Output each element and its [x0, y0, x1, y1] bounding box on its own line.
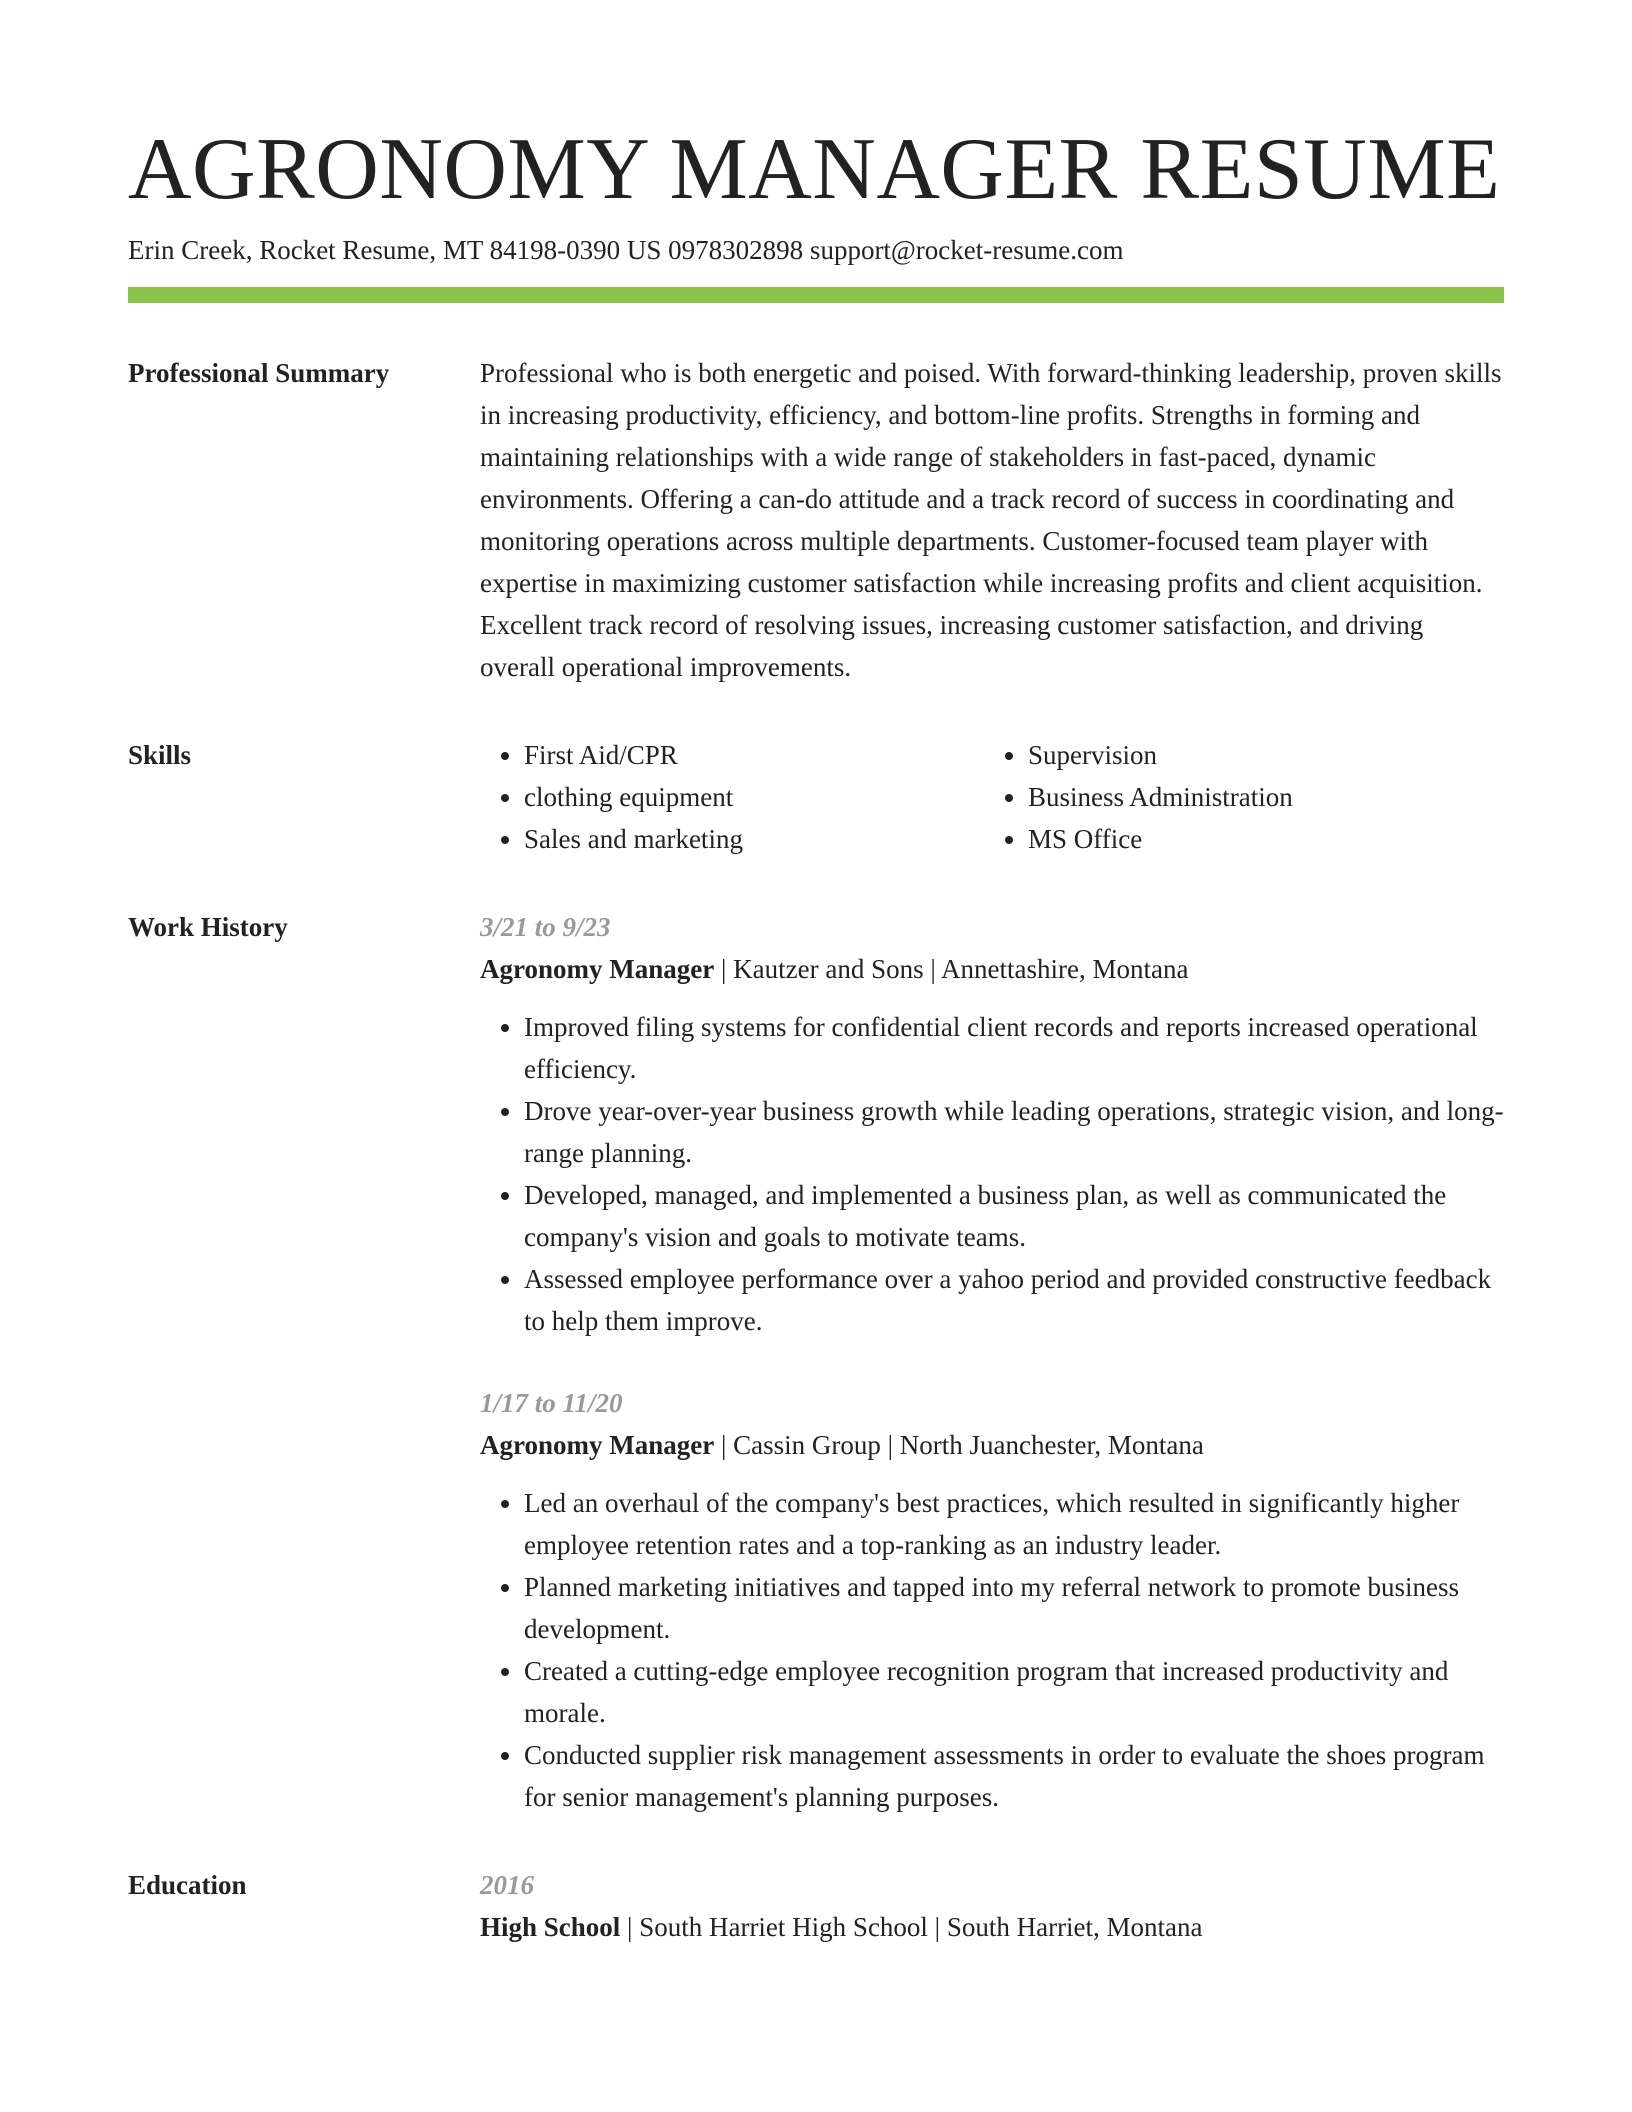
job-role-line [480, 1424, 1504, 1466]
summary-heading: Professional Summary [128, 358, 390, 388]
skill-item: • First Aid/CPR [524, 734, 984, 776]
education-line [480, 1906, 1504, 1948]
job-details: | Cassin Group | North Juanchester, Montana [714, 1430, 1204, 1460]
summary-text: Professional who is both energetic and poised. With forward-thinking leadership, proven skills in increasing productivity, efficiency, and bottom-line profits. Strengths in forming and maintaining relationships with a wide range of stakeholders in fast-paced, dynamic environments. Offering a can-do attitude and a track record of success in coordinating and monitoring operations across multiple departments. Customer-focused team player with expertise in maximizing customer satisfaction while increasing profits and client acquisition. Excellent track record of resolving issues, increasing customer satisfaction, and driving overall operational improvements. [480, 358, 1502, 682]
skills-heading: Skills [128, 740, 192, 770]
job-bullets [480, 1006, 1504, 1342]
contact-line: Erin Creek, Rocket Resume, MT 84198-0390 US 0978302898 support@rocket-resume.com [128, 235, 1124, 265]
job-role-line [480, 948, 1504, 990]
job-bullet: • Created a cutting-edge employee recognition program that increased productivity and morale. [524, 1650, 1504, 1734]
skills-section [128, 734, 1504, 860]
skills-column-1 [480, 734, 984, 860]
work-history-heading: Work History [128, 912, 288, 942]
job-bullet: • Assessed employee performance over a yahoo period and provided constructive feedback to help them improve. [524, 1258, 1504, 1342]
education-heading: Education [128, 1870, 247, 1900]
job-dates: 3/21 to 9/23 [480, 912, 611, 942]
work-history-section [128, 906, 1504, 1818]
education-dates: 2016 [480, 1870, 534, 1900]
job-bullet: • Led an overhaul of the company's best practices, which resulted in significantly higher employee retention rates and a top-ranking as an industry leader. [524, 1482, 1504, 1566]
job-entry [480, 1382, 1504, 1818]
job-title: Agronomy Manager [480, 1430, 715, 1460]
skill-item: • MS Office [1028, 818, 1488, 860]
job-bullet: • Drove year-over-year business growth while leading operations, strategic vision, and long-range planning. [524, 1090, 1504, 1174]
summary-section [128, 352, 1504, 688]
skill-item: • Business Administration [1028, 776, 1488, 818]
education-details: | South Harriet High School | South Harriet, Montana [620, 1912, 1203, 1942]
job-dates: 1/17 to 11/20 [480, 1388, 623, 1418]
job-bullet: • Planned marketing initiatives and tapped into my referral network to promote business development. [524, 1566, 1504, 1650]
resume-page [128, 118, 1504, 1948]
accent-divider [128, 287, 1504, 303]
skills-list [480, 734, 1504, 860]
resume-title: AGRONOMY MANAGER RESUME [128, 121, 1501, 218]
education-degree: High School [480, 1912, 621, 1942]
education-section [128, 1864, 1504, 1948]
job-title: Agronomy Manager [480, 954, 715, 984]
skill-item: • Supervision [1028, 734, 1488, 776]
job-bullet: • Conducted supplier risk management assessments in order to evaluate the shoes program for senior management's planning purposes. [524, 1734, 1504, 1818]
skill-item: • Sales and marketing [524, 818, 984, 860]
job-entry [480, 906, 1504, 1342]
job-details: | Kautzer and Sons | Annettashire, Montana [714, 954, 1189, 984]
job-bullet: • Developed, managed, and implemented a business plan, as well as communicated the company's vision and goals to motivate teams. [524, 1174, 1504, 1258]
job-bullet: • Improved filing systems for confidential client records and reports increased operational efficiency. [524, 1006, 1504, 1090]
skill-item: • clothing equipment [524, 776, 984, 818]
skills-column-2 [984, 734, 1488, 860]
job-bullets [480, 1482, 1504, 1818]
